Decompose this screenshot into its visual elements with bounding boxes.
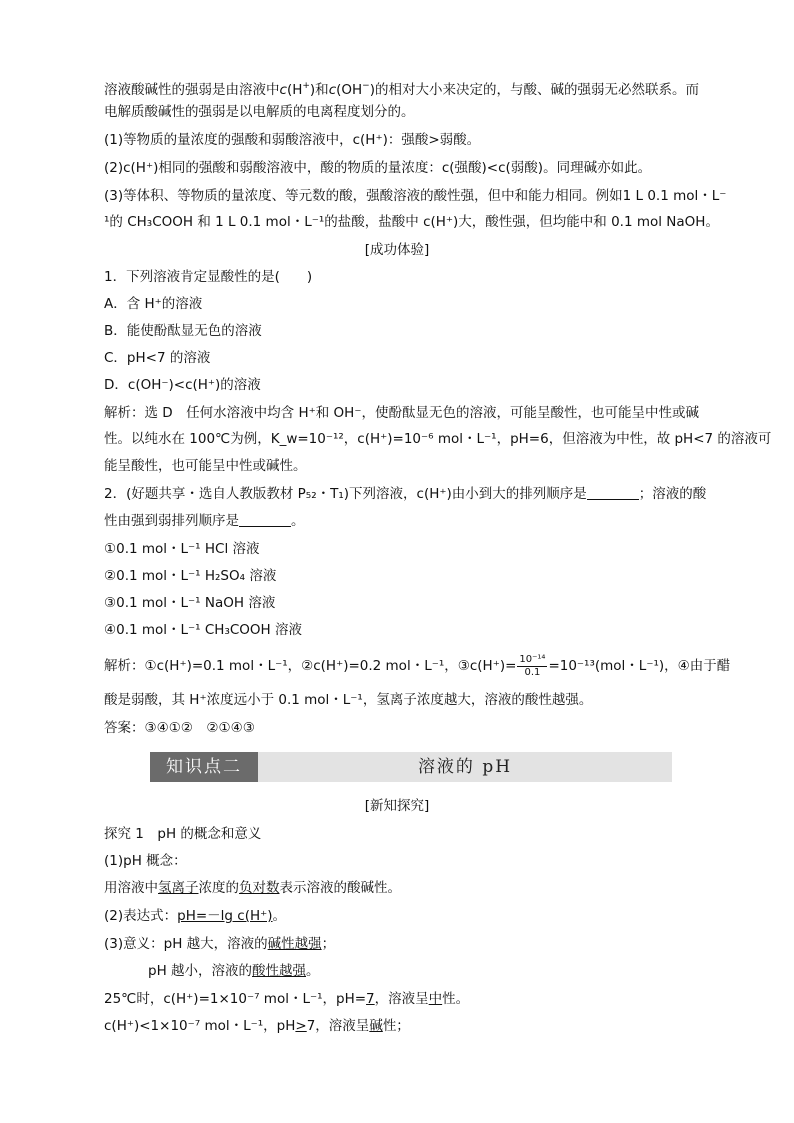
intro-point-1: (1)等物质的量浓度的强酸和弱酸溶液中，c(H⁺)：强酸>弱酸。 xyxy=(104,132,481,148)
question-1-option-d: D．c(OH⁻)<c(H⁺)的溶液 xyxy=(104,377,261,393)
text: 性由强到弱排列顺序是 xyxy=(104,513,239,529)
fraction xyxy=(517,654,547,679)
banner-label: 知识点二 xyxy=(150,752,258,782)
text: 。 xyxy=(291,513,305,529)
explore-title: 探究 1 pH 的概念和意义 xyxy=(104,826,262,842)
question-1-option-c: C．pH<7 的溶液 xyxy=(104,350,211,366)
text: ；溶液的酸 xyxy=(638,486,707,502)
question-1-option-b: B．能使酚酞显无色的溶液 xyxy=(104,323,262,339)
answer-blank xyxy=(587,485,639,500)
answer-blank xyxy=(239,512,291,527)
intro-point-3-line2: ¹的 CH₃COOH 和 1 L 0.1 mol・L⁻¹的盐酸，盐酸中 c(H⁺)大，酸性强，但均能中和 0.1 mol NaOH。 xyxy=(104,214,719,230)
text: 溶液酸碱性的强弱是由溶液中 xyxy=(104,82,280,98)
explore-expression xyxy=(104,906,720,926)
text: 。 xyxy=(272,908,287,924)
explore-neutral-line xyxy=(104,989,720,1009)
text: 用溶液中 xyxy=(104,880,158,896)
text: + xyxy=(302,81,310,91)
text: c xyxy=(279,82,287,98)
text: (3)意义：pH 越大，溶液的 xyxy=(104,936,268,952)
question-1-stem: 1．下列溶液肯定显酸性的是( ) xyxy=(104,269,313,285)
banner-title: 溶液的 pH xyxy=(417,757,513,777)
fraction-numerator: 10⁻¹⁴ xyxy=(519,653,546,665)
text: c(H⁺)<1×10⁻⁷ mol・L⁻¹，pH xyxy=(104,1018,296,1034)
text: 7，溶液呈 xyxy=(306,1018,370,1034)
question-2-item-4: ④0.1 mol・L⁻¹ CH₃COOH 溶液 xyxy=(104,622,302,638)
question-2-stem-line1 xyxy=(104,484,720,504)
text: )和 xyxy=(309,82,329,98)
underlined-answer: > xyxy=(295,1018,307,1034)
text: 2．(好题共享・选自人教版教材 P₅₂・T₁)下列溶液，c(H⁺)由小到大的排列顺序是 xyxy=(104,486,587,502)
question-1-analysis-line1: 解析：选 D 任何水溶液中均含 H⁺和 OH⁻，使酚酞显无色的溶液，可能呈酸性，也可能呈中性或碱 xyxy=(104,405,699,421)
question-2-item-2: ②0.1 mol・L⁻¹ H₂SO₄ 溶液 xyxy=(104,568,277,584)
underlined-answer: 负对数 xyxy=(239,880,280,896)
intro-paragraph-line2: 电解质酸碱性的强弱是以电解质的电离程度划分的。 xyxy=(104,104,415,120)
knowledge-point-banner xyxy=(150,752,672,782)
underlined-answer: 氢离子 xyxy=(158,880,199,896)
explore-meaning-line2 xyxy=(104,961,720,981)
text: (H xyxy=(286,82,303,98)
question-1-analysis-line2: 性。以纯水在 100℃为例，K_w=10⁻¹²，c(H⁺)=10⁻⁶ mol・L⁻¹，pH=6，但溶液为中性，故 pH<7 的溶液可 xyxy=(104,431,772,447)
text: )的相对大小来决定的，与酸、碱的强弱无必然联系。而 xyxy=(369,82,699,98)
text: 解析：①c(H⁺)=0.1 mol・L⁻¹，②c(H⁺)=0.2 mol・L⁻¹，③c(H⁺)= xyxy=(104,658,517,674)
explore-basic-line xyxy=(104,1016,720,1036)
underlined-answer: 碱 xyxy=(369,1018,383,1034)
text: ，溶液呈 xyxy=(374,991,429,1007)
underlined-answer: pH=－lg c(H⁺) xyxy=(177,908,273,924)
question-2-item-1: ①0.1 mol・L⁻¹ HCl 溶液 xyxy=(104,541,260,557)
text: 表示溶液的酸碱性。 xyxy=(279,880,401,896)
fraction-denominator: 0.1 xyxy=(524,666,541,678)
question-2-stem-line2 xyxy=(104,511,720,531)
text: − xyxy=(362,81,370,91)
underlined-answer: 中 xyxy=(428,991,443,1007)
explore-meaning-line1 xyxy=(104,934,720,954)
text: pH 越小，溶液的 xyxy=(148,963,253,979)
text: (OH xyxy=(336,82,363,98)
text: c xyxy=(328,82,337,98)
text: 25℃时，c(H⁺)=1×10⁻⁷ mol・L⁻¹，pH= xyxy=(104,991,367,1007)
explore-concept-heading: (1)pH 概念： xyxy=(104,853,187,869)
intro-point-3-line1: (3)等体积、等物质的量浓度、等元数的酸，强酸溶液的酸性强，但中和能力相同。例如1 L 0.1 mol・L⁻ xyxy=(104,188,727,204)
question-2-item-3: ③0.1 mol・L⁻¹ NaOH 溶液 xyxy=(104,595,276,611)
explore-concept-text xyxy=(104,878,720,898)
intro-paragraph-line1 xyxy=(104,76,720,100)
text: 性。 xyxy=(442,991,470,1007)
question-1-option-a: A．含 H⁺的溶液 xyxy=(104,296,203,312)
text: 。 xyxy=(306,963,320,979)
text: 浓度的 xyxy=(198,880,239,896)
question-2-answer: 答案：③④①② ②①④③ xyxy=(104,720,255,736)
text: =10⁻¹³(mol・L⁻¹)，④由于醋 xyxy=(548,658,731,674)
intro-point-2: (2)c(H⁺)相同的强酸和弱酸溶液中，酸的物质的量浓度：c(强酸)<c(弱酸)。同理碱亦如此。 xyxy=(104,160,652,176)
section-title-explore: [新知探究] xyxy=(364,798,430,814)
text: ； xyxy=(321,936,336,952)
question-2-analysis-line2: 酸是弱酸，其 H⁺浓度远小于 0.1 mol・L⁻¹，氢离子浓度越大，溶液的酸性越强。 xyxy=(104,692,593,708)
underlined-answer: 碱性越强 xyxy=(267,936,322,952)
question-2-analysis-line1 xyxy=(104,652,731,680)
text: (2)表达式： xyxy=(104,908,178,924)
underlined-answer: 7 xyxy=(366,991,375,1007)
text: 性； xyxy=(382,1018,410,1034)
question-1-analysis-line3: 能呈酸性，也可能呈中性或碱性。 xyxy=(104,458,307,474)
underlined-answer: 酸性越强 xyxy=(252,963,307,979)
section-title-success: [成功体验] xyxy=(364,242,430,258)
